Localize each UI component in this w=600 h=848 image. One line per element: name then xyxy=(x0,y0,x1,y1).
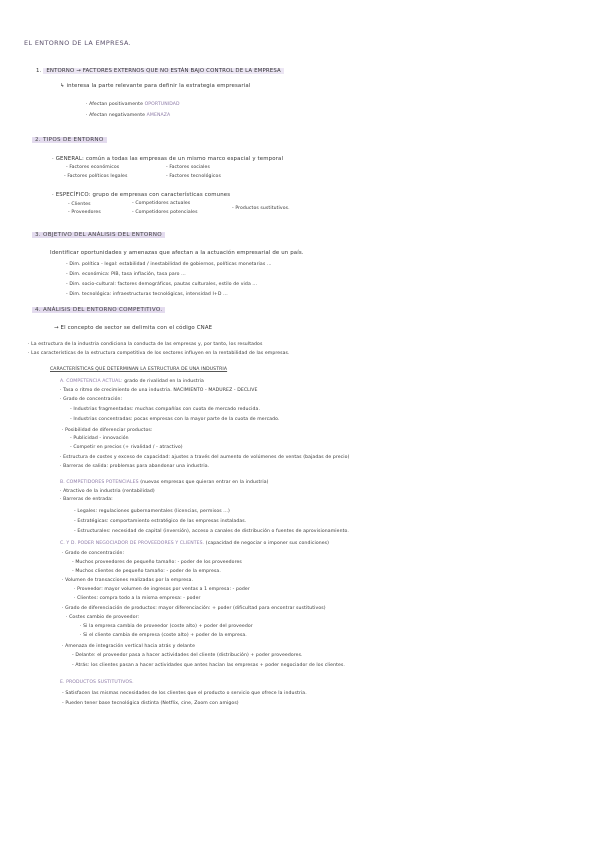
s4-c-5: · Proveedor: mayor volumen de ingresos por ventas a 1 empresa: - poder xyxy=(74,587,250,592)
s2-gen-2a: - Factores políticos legales xyxy=(64,174,128,179)
s2-gen-1b: - Factores sociales xyxy=(166,165,210,170)
s4-c-11: · Amenaza de integración vertical hacia atrás y delante xyxy=(62,644,196,649)
s2-esp-2c: - Productos sustitutivos. xyxy=(232,206,290,211)
s1-title: ENTORNO → FACTORES EXTERNOS QUE NO ESTÁN BAJO CONTROL DE LA EMPRESA xyxy=(43,68,284,74)
s4-c-6: · Clientes: compra todo a la misma empresa: - poder xyxy=(74,596,201,601)
s4-c-9: · Si la empresa cambia de proveedor (coste alto) + poder del proveedor xyxy=(80,624,253,629)
s4-a-1: · Tasa o ritmo de crecimiento de una industria. NACIMIENTO - MADUREZ - DECLIVE xyxy=(60,388,258,393)
s4-c-3: - Muchos clientes de pequeño tamaño: - poder de la empresa. xyxy=(72,569,221,574)
s2-esp-2a: - Proveedores xyxy=(68,210,101,215)
s2-title: 2. TIPOS DE ENTORNO xyxy=(32,137,107,143)
s4-b-5: - Estructurales: necesidad de capital (inversión), acceso a canales de distribución o fuentes de aprovisionamiento. xyxy=(74,529,349,534)
s3-line-2: - Dim. política - legal: estabilidad / inestabilidad de gobiernos, políticas monetarias ... xyxy=(66,262,272,267)
s3-line-4: - Dim. socio-cultural: factores demográficos, pautas culturales, estilo de vida ... xyxy=(66,282,258,287)
s4-a-3: - Industrias fragmentadas: muchas compañías con cuota de mercado reducida. xyxy=(70,407,261,412)
s4-c-1: · Grado de concentración: xyxy=(62,551,125,556)
s1-subline: ↳ interesa la parte relevante para definir la estrategia empresarial xyxy=(60,83,251,89)
s2-heading xyxy=(32,138,107,144)
s4-line-2: · La estructura de la industria condiciona la conducta de las empresas y, por tanto, los resultados xyxy=(28,342,263,347)
page-title: EL ENTORNO DE LA EMPRESA. xyxy=(24,39,132,47)
s4-c-8: · Costes cambio de proveedor: xyxy=(66,615,140,620)
s4-b-title: B. COMPETIDORES POTENCIALES xyxy=(60,480,139,485)
s4-a-7: - Competir en precios (+ rivalidad / - atractivo) xyxy=(70,445,183,450)
s4-b-tail: (nuevas empresas que quieran entrar en la industria) xyxy=(140,480,269,485)
s4-b-4: - Estratégicas: comportamiento estratégico de las empresas instaladas. xyxy=(74,519,247,524)
s4-b-2: · Barreras de entrada: xyxy=(60,497,113,502)
s4-e-heading xyxy=(60,681,134,686)
s4-a-title: A. COMPETENCIA ACTUAL: xyxy=(60,379,123,384)
s2-esp-2b: - Competidores potenciales xyxy=(132,210,198,215)
s4-a-8: · Estructura de costes y exceso de capacidad: ajustes a través del aumento de volúmenes de ventas (bajadas de precio) xyxy=(60,455,350,460)
s2-esp-1a: - Clientes xyxy=(68,202,91,207)
s4-structure-heading: CARACTERÍSTICAS QUE DETERMINAN LA ESTRUCTURA DE UNA INDUSTRIA xyxy=(50,367,228,372)
s3-heading xyxy=(32,233,165,239)
s4-a-5: · Posibilidad de diferenciar productos: xyxy=(62,428,153,433)
s3-title: 3. OBJETIVO DEL ANÁLISIS DEL ENTORNO xyxy=(32,232,165,238)
s2-general: · GENERAL: común a todas las empresas de un mismo marco espacial y temporal xyxy=(52,156,284,162)
s1-bullet-2 xyxy=(86,114,170,119)
s4-b-1: · Atractivo de la industria (rentabilidad) xyxy=(60,489,155,494)
s2-gen-2b: - Factores tecnológicos xyxy=(166,174,221,179)
s1-heading xyxy=(36,69,284,74)
s4-e-2: - Pueden tener base tecnológica distinta (Netflix, cine, Zoom con amigos) xyxy=(62,701,239,706)
s4-a-heading xyxy=(60,380,204,385)
s4-c-heading xyxy=(60,542,329,547)
s2-esp-1b: - Competidores actuales xyxy=(132,201,191,206)
s2-gen-1a: - Factores económicos xyxy=(66,165,120,170)
threat-term: AMENAZA xyxy=(146,113,171,118)
s2-specific: · ESPECÍFICO: grupo de empresas con características comunes xyxy=(52,192,231,198)
s1-number: 1. xyxy=(36,68,42,74)
s3-line-3: - Dim. económica: PIB, tasa inflación, tasa paro ... xyxy=(66,272,186,277)
s4-c-7: · Grado de diferenciación de productos: mayor diferenciación: + poder (dificultad para encontrar sustitutivos) xyxy=(62,606,326,611)
s4-c-12: - Delante: el proveedor pasa a hacer actividades del cliente (distribución) + poder proveedores. xyxy=(72,653,303,658)
s4-b-3: - Legales: regulaciones gubernamentales (licencias, permisos ...) xyxy=(74,509,230,514)
s1-b1-text: · Afectan positivamente xyxy=(86,102,144,107)
s4-a-tail: grado de rivalidad en la industria xyxy=(124,379,204,384)
s4-heading xyxy=(32,308,165,314)
s4-a-6: - Publicidad - innovación xyxy=(70,436,129,441)
s4-c-13: - Atrás: los clientes pasan a hacer actividades que antes hacían las empresas + poder negociador de los clientes. xyxy=(72,663,345,668)
s4-a-9: · Barreras de salida: problemas para abandonar una industria. xyxy=(60,464,210,469)
s4-c-title: C. Y D. PODER NEGOCIADOR DE PROVEEDORES Y CLIENTES. xyxy=(60,541,205,546)
s4-e-1: - Satisfacen las mismas necesidades de los clientes que el producto o servicio que ofrece la industria. xyxy=(62,691,307,696)
s4-line-1: → El concepto de sector se delimita con el código CNAE xyxy=(54,325,213,331)
s4-e-title: E. PRODUCTOS SUSTITUTIVOS. xyxy=(60,680,134,685)
s3-line-1: Identificar oportunidades y amenazas que afectan a la actuación empresarial de un país. xyxy=(50,250,304,256)
opportunity-term: OPORTUNIDAD xyxy=(144,102,180,107)
s4-a-4: - Industrias concentradas: pocas empresas con la mayor parte de la cuota de mercado. xyxy=(70,417,280,422)
s4-c-4: · Volumen de transacciones realizadas por la empresa. xyxy=(62,578,194,583)
s4-c-10: · Si el cliente cambia de empresa (coste alto) + poder de la empresa. xyxy=(80,633,247,638)
s3-line-5: - Dim. tecnológica: infraestructuras tecnológicas, intensidad I+D ... xyxy=(66,292,228,297)
s4-a-2: · Grado de concentración: xyxy=(60,397,123,402)
s4-c-2: - Muchos proveedores de pequeño tamaño: - poder de los proveedores xyxy=(72,560,242,565)
s4-line-3: · Las características de la estructura competitiva de los sectores influyen en la rentabilidad de las empresas. xyxy=(28,351,290,356)
s1-b2-text: · Afectan negativamente xyxy=(86,113,146,118)
s4-title: 4. ANÁLISIS DEL ENTORNO COMPETITIVO. xyxy=(32,307,165,313)
s4-c-tail: (capacidad de negociar o imponer sus condiciones) xyxy=(205,541,330,546)
s1-bullet-1 xyxy=(86,103,180,108)
s4-b-heading xyxy=(60,481,269,486)
